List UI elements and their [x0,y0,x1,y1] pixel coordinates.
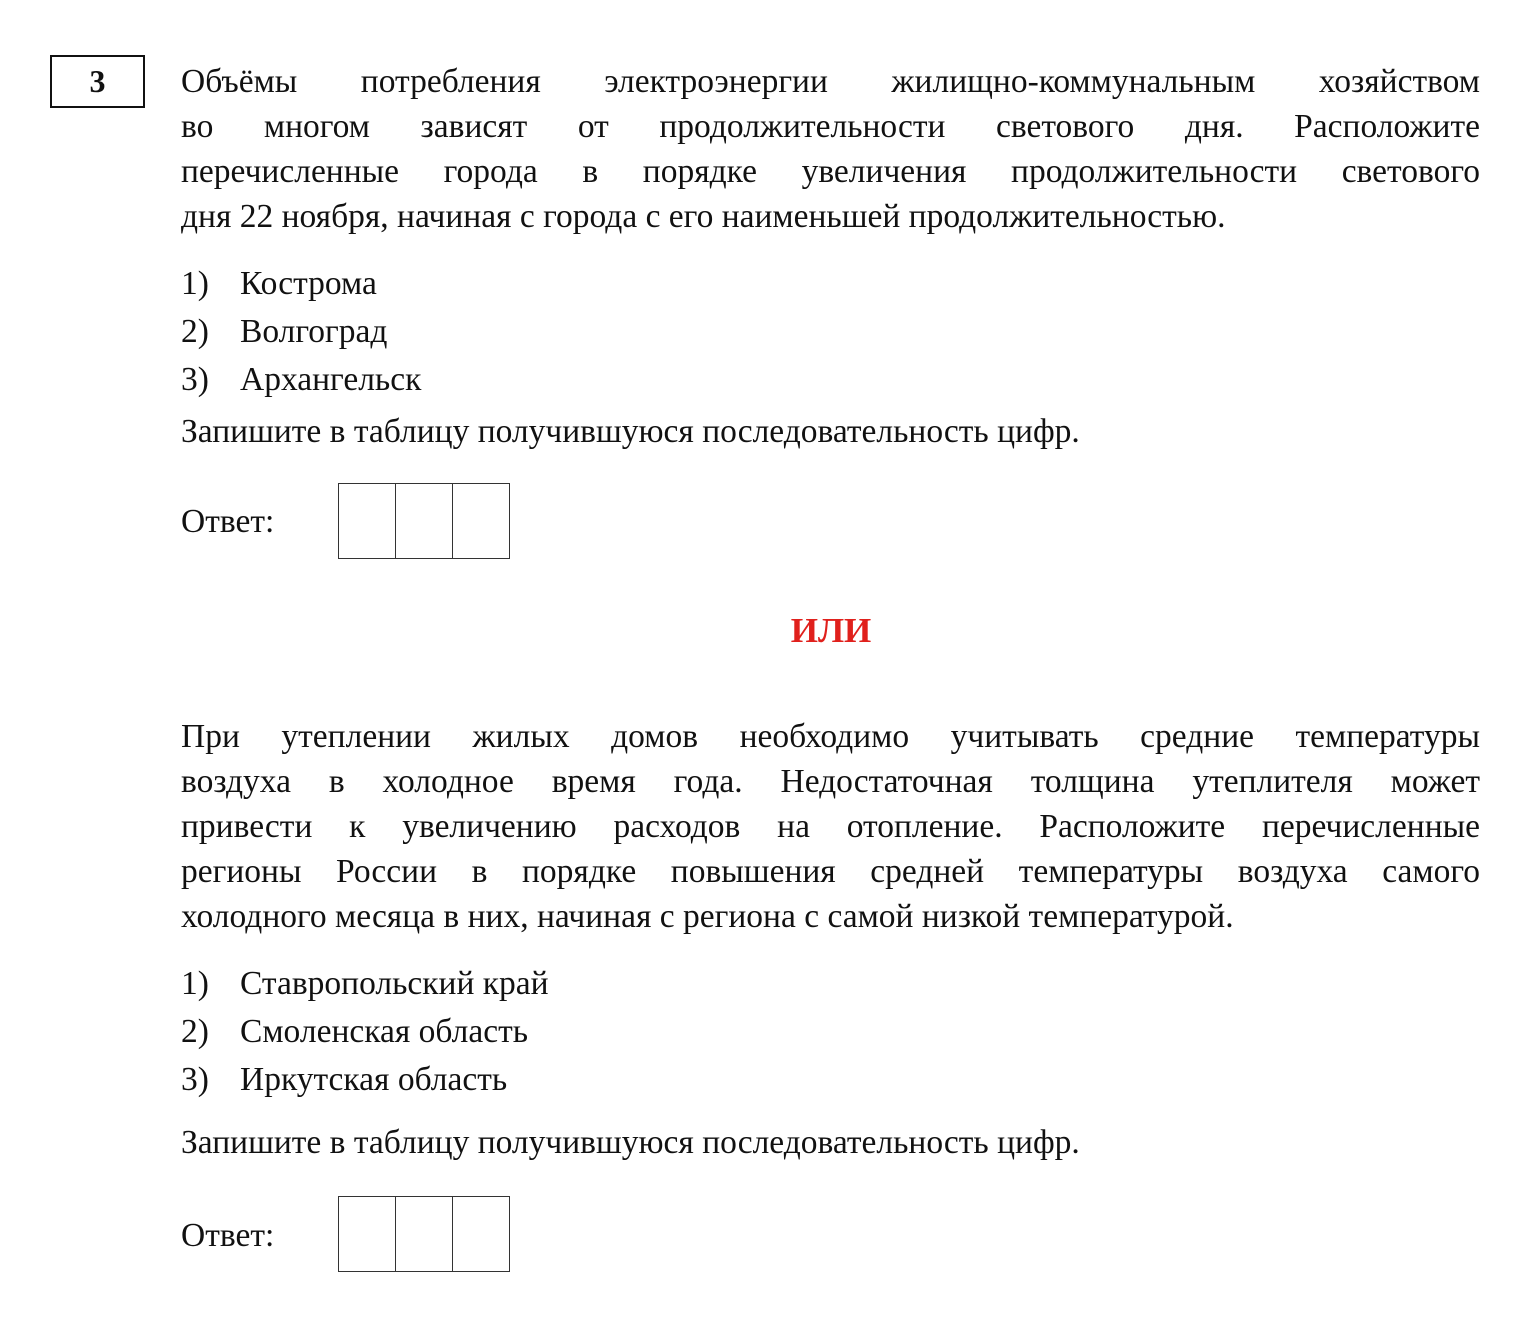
option-number: 2) [181,313,209,350]
v1-option-1 [181,264,377,304]
option-number: 3) [181,361,209,398]
option-text: Архангельск [240,361,422,398]
option-number: 3) [181,1061,209,1098]
option-text: Волгоград [240,313,388,350]
answer-cell[interactable] [339,484,396,558]
v2-text-line: При утеплении жилых домов необходимо учитывать средние температуры [181,718,1480,755]
option-text: Иркутская область [240,1061,508,1098]
v2-option-2 [181,1012,528,1052]
answer-cell[interactable] [453,1197,509,1271]
answer-cell[interactable] [396,1197,453,1271]
v2-option-1 [181,964,549,1004]
v1-answer-label: Ответ: [181,503,275,540]
v1-answer-cells [338,483,510,559]
v1-instruction: Запишите в таблицу получившуюся последовательность цифр. [181,413,1080,450]
v2-instruction: Запишите в таблицу получившуюся последовательность цифр. [181,1124,1080,1161]
v2-text-line: холодного месяца в них, начиная с региона с самой низкой температурой. [181,898,1234,935]
v1-option-3 [181,360,421,400]
option-number: 2) [181,1013,209,1050]
option-text: Кострома [240,265,377,302]
answer-cell[interactable] [453,484,509,558]
option-number: 1) [181,265,209,302]
option-text: Ставропольский край [240,965,549,1002]
v2-answer-cells [338,1196,510,1272]
or-separator: ИЛИ [790,611,872,650]
task-number-box: 3 [50,55,145,108]
answer-cell[interactable] [339,1197,396,1271]
v1-text-line: Объёмы потребления электроэнергии жилищно-коммунальным хозяйством [181,63,1480,100]
v2-option-3 [181,1060,507,1100]
v1-option-2 [181,312,387,352]
option-text: Смоленская область [240,1013,528,1050]
answer-cell[interactable] [396,484,453,558]
v2-text-line: воздуха в холодное время года. Недостаточная толщина утеплителя может [181,763,1480,800]
v2-text-line: регионы России в порядке повышения средней температуры воздуха самого [181,853,1480,890]
v1-text-line: дня 22 ноября, начиная с города с его наименьшей продолжительностью. [181,198,1226,235]
v2-answer-label: Ответ: [181,1217,275,1254]
v1-text-line: перечисленные города в порядке увеличения продолжительности светового [181,153,1480,190]
v2-text-line: привести к увеличению расходов на отопление. Расположите перечисленные [181,808,1480,845]
option-number: 1) [181,965,209,1002]
v1-text-line: во многом зависят от продолжительности светового дня. Расположите [181,108,1480,145]
